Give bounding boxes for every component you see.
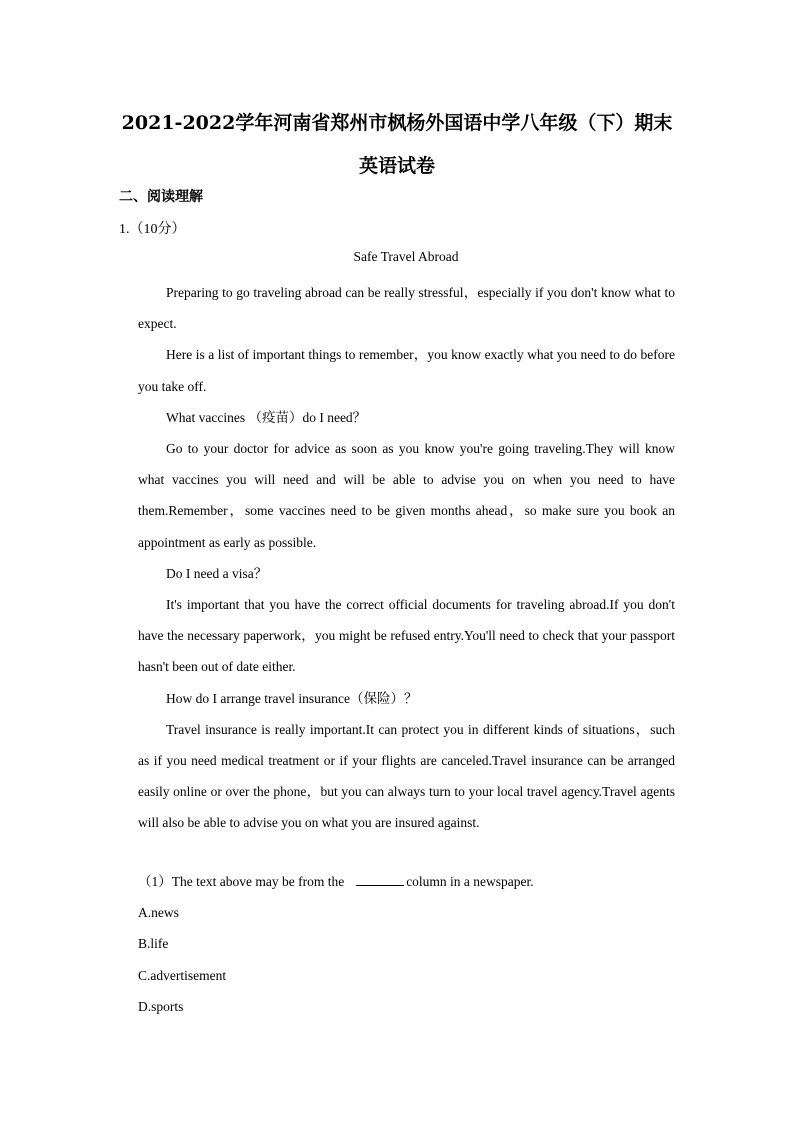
answer-blank[interactable]	[356, 872, 404, 886]
passage-paragraph: Preparing to go traveling abroad can be really stressful，especially if you don't know what to expect.	[138, 285, 675, 332]
title-line-2: 英语试卷	[358, 155, 435, 177]
passage-title: Safe Travel Abroad	[353, 249, 459, 264]
exam-title	[100, 102, 694, 188]
passage-paragraph: Travel insurance is really important.It can protect you in different kinds of situations，such as if you need medical treatment or if your flights are canceled.Travel insurance can be arranged easily online or over the phone，but you can always turn to your local travel agency.Travel agents will also be able to advise you on what you are insured against.	[138, 721, 675, 831]
passage-body	[138, 277, 675, 839]
question-number: 1.（10分）	[119, 222, 186, 237]
passage-paragraph: Go to your doctor for advice as soon as you know you're going traveling.They will know what vaccines you will need and will be able to advise you on when you need to have them.Remember，some vaccines need to be given months ahead，so make sure you book an appointment as early as possible.	[138, 441, 675, 550]
option-c[interactable]: C.advertisement	[138, 967, 227, 983]
passage-paragraph: Here is a list of important things to remember，you know exactly what you need to do before you take off.	[138, 347, 675, 394]
option-a[interactable]: A.news	[138, 905, 179, 921]
passage-paragraph: It's important that you have the correct official documents for traveling abroad.If you don't have the necessary paperwork，you might be refused entry.You'll need to check that your passport hasn't been out of date either.	[138, 597, 675, 675]
passage-subheading: What vaccines （疫苗）do I need？	[166, 409, 367, 425]
question-1	[138, 866, 675, 1022]
passage-subheading: Do I need a visa？	[166, 565, 268, 581]
option-d[interactable]: D.sports	[138, 998, 184, 1014]
option-b[interactable]: B.life	[138, 936, 169, 952]
title-line-1: 2021-2022学年河南省郑州市枫杨外国语中学八年级（下）期末	[121, 112, 673, 134]
passage-subheading: How do I arrange travel insurance（保险）？	[166, 690, 418, 706]
question-stem-before: （1）The text above may be from the	[138, 874, 345, 889]
section-heading: 二、阅读理解	[119, 189, 203, 205]
question-stem-after: column in a newspaper.	[406, 874, 534, 889]
question-stem	[138, 866, 675, 897]
